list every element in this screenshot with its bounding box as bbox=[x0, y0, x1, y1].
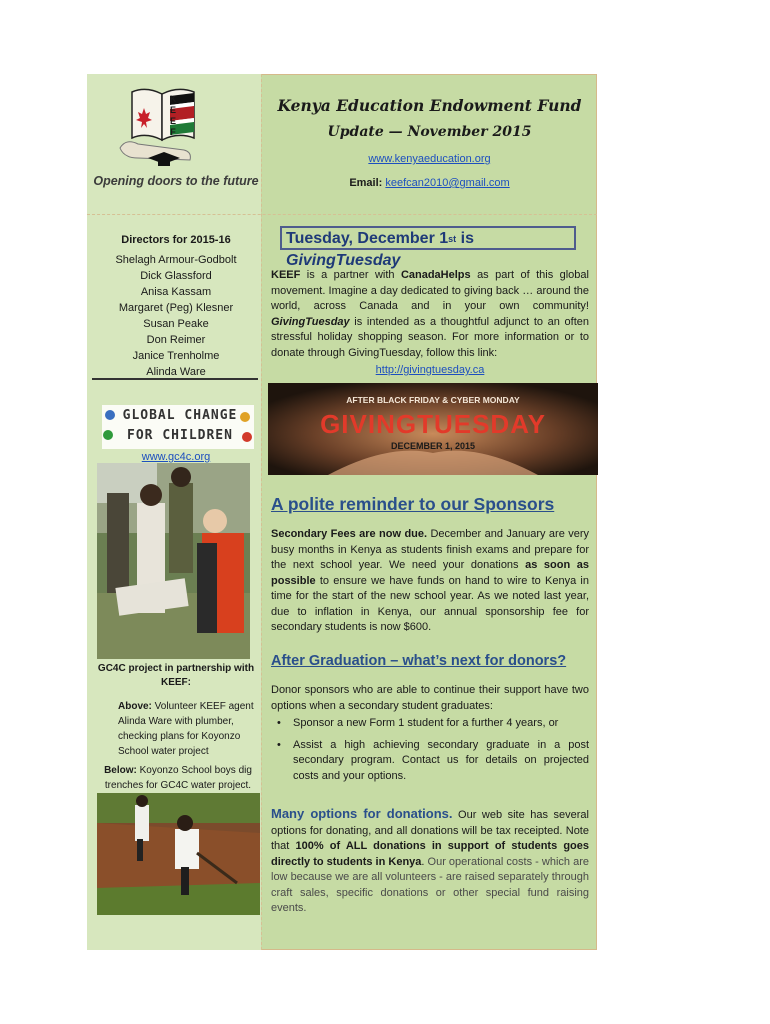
giving-text3: is intended as a thoughtful adjunct to an often stressful holiday shopping season. For more information or to donate through GivingTuesday, follow this link: bbox=[271, 315, 589, 359]
giving-name: GivingTuesday bbox=[271, 315, 350, 328]
email-link[interactable]: keefcan2010@gmail.com bbox=[385, 177, 510, 189]
keef-logo-graphic bbox=[112, 78, 214, 170]
list-item: • Sponsor a new Form 1 student for a further 4 years, or bbox=[271, 716, 589, 732]
banner-main-text: GIVINGTUESDAY bbox=[320, 409, 546, 439]
donation-options-paragraph bbox=[271, 806, 589, 917]
caption-below-label: Below: bbox=[104, 765, 137, 776]
giving-keef: KEEF bbox=[271, 269, 301, 281]
newsletter-subtitle: Update — November 2015 bbox=[327, 124, 532, 140]
director-name: Janice Trenholme bbox=[132, 350, 220, 362]
reminder-bold2: as soon as possible bbox=[271, 559, 589, 587]
keef-logo bbox=[112, 78, 214, 170]
director-name: Dick Glassford bbox=[140, 270, 212, 282]
photo-digging-graphic bbox=[97, 793, 260, 915]
photo-caption-above bbox=[118, 699, 260, 759]
newsletter-title: Kenya Education Endowment Fund bbox=[277, 96, 582, 115]
logo-letter: E bbox=[169, 116, 176, 126]
email-line bbox=[262, 177, 597, 189]
givingtuesday-link[interactable]: http://givingtuesday.ca bbox=[375, 364, 485, 376]
logo-letter: E bbox=[169, 105, 176, 115]
after-graduation-intro: Donor sponsors who are able to continue their support have two options when a secondary student graduates: bbox=[271, 684, 589, 712]
sponsor-reminder-paragraph bbox=[271, 527, 589, 636]
director-name: Shelagh Armour-Godbolt bbox=[115, 254, 237, 266]
logo-letter: K bbox=[169, 94, 177, 104]
keef-logo-letters bbox=[166, 94, 180, 138]
email-label: Email: bbox=[349, 177, 383, 189]
logo-letter: F bbox=[170, 127, 176, 137]
reminder-text2: to ensure we have funds on hand to wire to Kenya in time for the start of the new school year. As we noted last year, due to inflation in Kenya, our annual sponsorship fee for secondary students is now $600. bbox=[271, 574, 589, 633]
donations-lead: Many options for donations. bbox=[271, 806, 453, 821]
giving-text1: is a partner with bbox=[300, 269, 401, 281]
column-divider bbox=[261, 74, 262, 950]
giving-heading-em: GivingTuesday bbox=[286, 252, 401, 269]
header-divider bbox=[87, 214, 597, 215]
donations-muted: Our operational costs - which are low because we are all volunteers - are raised separately through craft sales, specific donations or other special fund raising events. bbox=[271, 855, 589, 914]
director-name: Anisa Kassam bbox=[140, 286, 212, 298]
directors-divider bbox=[92, 378, 258, 380]
givingtuesday-banner bbox=[268, 383, 598, 475]
donations-bold: 100% of ALL donations in support of students goes directly to students in Kenya bbox=[271, 840, 589, 868]
director-name: Susan Peake bbox=[143, 318, 209, 330]
giving-canadahelps: CanadaHelps bbox=[400, 269, 471, 281]
photo-volunteer-plumber bbox=[97, 463, 250, 659]
photo-caption-title: GC4C project in partnership with KEEF: bbox=[97, 663, 255, 688]
directors-heading: Directors for 2015-16 bbox=[121, 234, 231, 246]
photo-caption-below bbox=[96, 763, 260, 793]
donations-text2: . bbox=[421, 855, 428, 868]
caption-above-text: Volunteer KEEF agent Alinda Ware with plumber, checking plans for Koyonzo School water project bbox=[118, 701, 254, 757]
photo-boys-digging bbox=[97, 793, 260, 915]
directors-list bbox=[92, 252, 260, 380]
list-item: • Assist a high achieving secondary graduate in a post secondary program. Contact us for details on projected costs and your options. bbox=[271, 738, 589, 785]
director-name: Alinda Ware bbox=[146, 366, 206, 378]
giving-heading-sup: st bbox=[448, 234, 457, 244]
director-name: Don Reimer bbox=[146, 334, 206, 346]
photo-volunteer-graphic bbox=[97, 463, 250, 659]
after-graduation-heading: After Graduation – what’s next for donors? bbox=[271, 653, 567, 669]
gc4c-logo bbox=[102, 405, 254, 449]
website-link[interactable]: www.kenyaeducation.org bbox=[368, 153, 491, 165]
giving-heading-pre: Tuesday, December 1 bbox=[286, 230, 449, 247]
graduation-options-list bbox=[271, 716, 589, 790]
givingtuesday-heading bbox=[280, 226, 576, 269]
reminder-bold1: Secondary Fees are now due. bbox=[271, 528, 428, 540]
caption-above-label: Above: bbox=[118, 701, 152, 712]
banner-date-text: DECEMBER 1, 2015 bbox=[390, 441, 476, 451]
gc4c-logo-line1: GLOBAL CHANGE bbox=[122, 408, 238, 423]
gc4c-logo-line2: FOR CHILDREN bbox=[127, 428, 233, 443]
giving-text2: as part of this global movement. Imagine a day dedicated to giving back … around the world, across Canada and in your own community! bbox=[271, 269, 589, 312]
sponsor-reminder-heading: A polite reminder to our Sponsors bbox=[271, 494, 555, 514]
givingtuesday-paragraph bbox=[271, 268, 589, 361]
banner-top-text: AFTER BLACK FRIDAY & CYBER MONDAY bbox=[346, 395, 520, 405]
tagline: Opening doors to the future bbox=[93, 174, 259, 188]
donations-text1: Our web site has several options for donating, and all donations will be tax receipted. Note that bbox=[271, 809, 589, 852]
giving-heading-mid: is bbox=[456, 230, 474, 247]
director-name: Margaret (Peg) Klesner bbox=[118, 302, 234, 314]
gc4c-link[interactable]: www.gc4c.org bbox=[141, 451, 211, 463]
reminder-text1: December and January are very busy months in Kenya as students finish exams and prepare for the next school year. We need your donations bbox=[271, 528, 589, 571]
caption-below-text: Koyonzo School boys dig trenches for GC4C water project. bbox=[104, 765, 252, 791]
